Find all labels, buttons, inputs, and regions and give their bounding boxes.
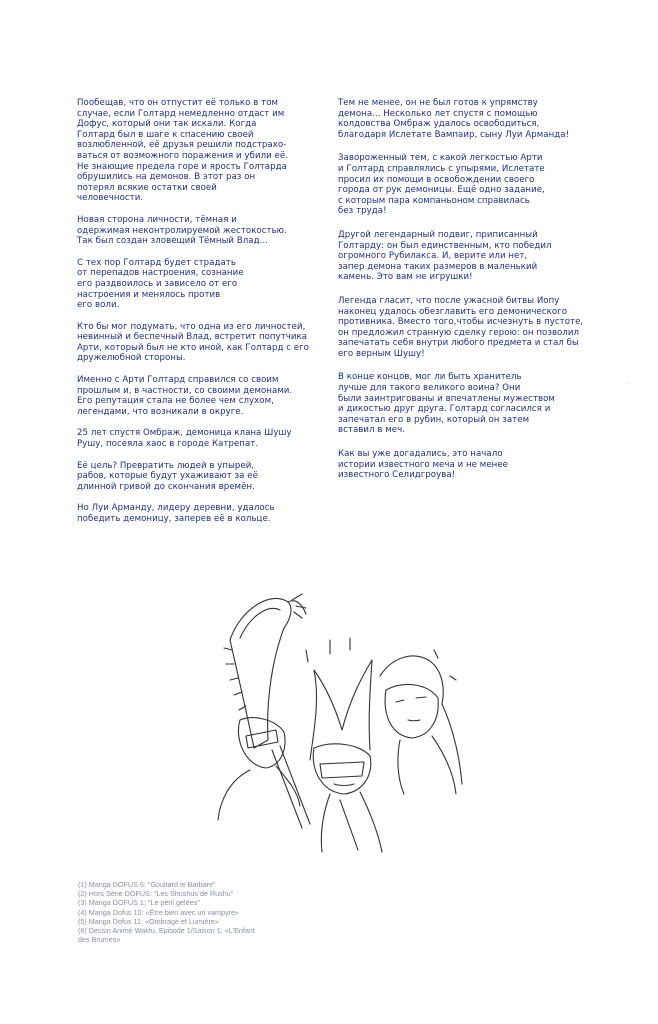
center-character-glasses-sketch <box>320 762 364 778</box>
center-character-mouth-sketch <box>334 784 354 786</box>
footnote: (1) Manga DOFUS 6: "Goultard le Barbare" <box>78 880 216 889</box>
sword-handle-sketch <box>272 746 310 828</box>
left-character-head-sketch <box>238 718 285 768</box>
right-character-head-sketch <box>385 684 438 738</box>
right-character-eyes-sketch <box>396 697 426 702</box>
paragraph: Как вы уже догадались, это начало истории известного меча и не менее известного Селидгроува! <box>338 449 509 481</box>
paragraph: Легенда гласит, что после ужасной битвы Иопу наконец удалось обезглавить его демонического противника. Вместо того,чтобы исчезнуть в пустоте, он предложил странную сделку герою: он позволил запечатать себя внутри любого предмета и стал бы его верным Шушу! <box>338 295 584 359</box>
paper-speck <box>628 383 629 384</box>
right-text-column <box>338 98 598 494</box>
character-sketch-illustration <box>210 580 480 855</box>
left-character-body-sketch <box>218 766 300 820</box>
footnote: (4) Manga Dofus 10: «Être bien avec un vampyre» <box>78 907 240 917</box>
paragraph: Другой легендарный подвиг, приписанный Голтарду: он был единственным, кто победил огромного Рубилакса. И, верите или нет, запер демона таких размеров в маленький камень. Это вам не игрушки! <box>338 229 552 283</box>
paragraph: В конце концов, мог ли быть хранитель лучше для такого великого воина? Они были заинтригованы и впечатлены мужеством и дикостью друг друга. Голтард согласился и запечатал его в рубин, который он затем вставил в меч. <box>338 372 555 436</box>
center-character-hair-sketch <box>310 660 372 760</box>
paragraph: Пообещав, что он отпустит её только в том случае, если Голтард немедленно отдаст им Дофус, который они так искали. Когда Голтард был в шаге к спасению своей возлюбленной, её друзья решили подстрахо- ваться от возможного поражения и убили её. Не знающие предела горе и ярость Голтарда обрушились на демонов. В этот раз он потерял всякие остатки своей человечности. <box>77 98 289 204</box>
paragraph: Кто бы мог подумать, что одна из его личностей, невинный и беспечный Влад, встретит попутчика Арти, который был не кто иной, как Голтард с его дружелюбной стороны. <box>77 321 309 364</box>
paragraph: Новая сторона личности, тёмная и одержимая неконтролируемой жестокостью. Так был создан зловещий Тёмный Влад... <box>77 214 287 247</box>
center-character-body-sketch <box>321 792 382 852</box>
paragraph: Завороженный тем, с какой легкостью Арти и Голтард справлялись с упырями, Ислетате просил их помощи в освобождении своего города от рук демоницы. Ещё одно задание, с которым пара компаньоном справилась без труда! <box>338 153 545 217</box>
paragraph: Именно с Арти Голтард справился со своим прошлым и, в частности, со своими демонами. Его репутация стала не более чем слухом, легендами, что возникали в округе. <box>77 375 293 417</box>
paragraph: Её цель? Превратить людей в упырей, рабов, которые будут ухаживают за её длинной гривой до скончания времён. <box>77 460 258 492</box>
footnote: (6) Dessin Animé Wakfu, Episode 1/Saison 1: «L'Enfant des Brumes» <box>78 926 255 945</box>
paragraph: 25 лет спустя Омбраж, демоница клана Шушу Рушу, посеяла хаос в городе Катрепат. <box>77 428 292 450</box>
paragraph: С тех пор Голтард будет страдать от перепадов настроения, сознание его раздвоилось и зависело от его настроения и менялось против его воли. <box>77 257 244 311</box>
footnote: (2) Hors Série DOFUS: "Les Shushus de Rushu" <box>78 889 234 899</box>
footnotes <box>78 880 308 944</box>
paragraph: Но Луи Арманду, лидеру деревни, удалось победить демоницу, заперев её в кольце. <box>77 503 275 524</box>
right-character-hair-sketch <box>380 656 462 784</box>
center-character-head-sketch <box>313 744 371 794</box>
footnote: (5) Manga Dofus 11: «Ombrage et Lumière» <box>78 916 219 926</box>
footnote: (3) Manga DOFUS 1: "Le péril gelées" <box>78 898 200 908</box>
right-character-body-sketch <box>398 736 456 794</box>
left-text-column <box>77 98 335 536</box>
paragraph: Тем не менее, он не был готов к упрямству демона... Несколько лет спустя с помощью колдовства Омбраж удалось освободиться, благодаря Ислетате Вампаир, сыну Луи Арманда! <box>338 98 570 140</box>
sword-spikes-sketch <box>224 648 246 710</box>
right-character-mouth-sketch <box>408 720 420 721</box>
